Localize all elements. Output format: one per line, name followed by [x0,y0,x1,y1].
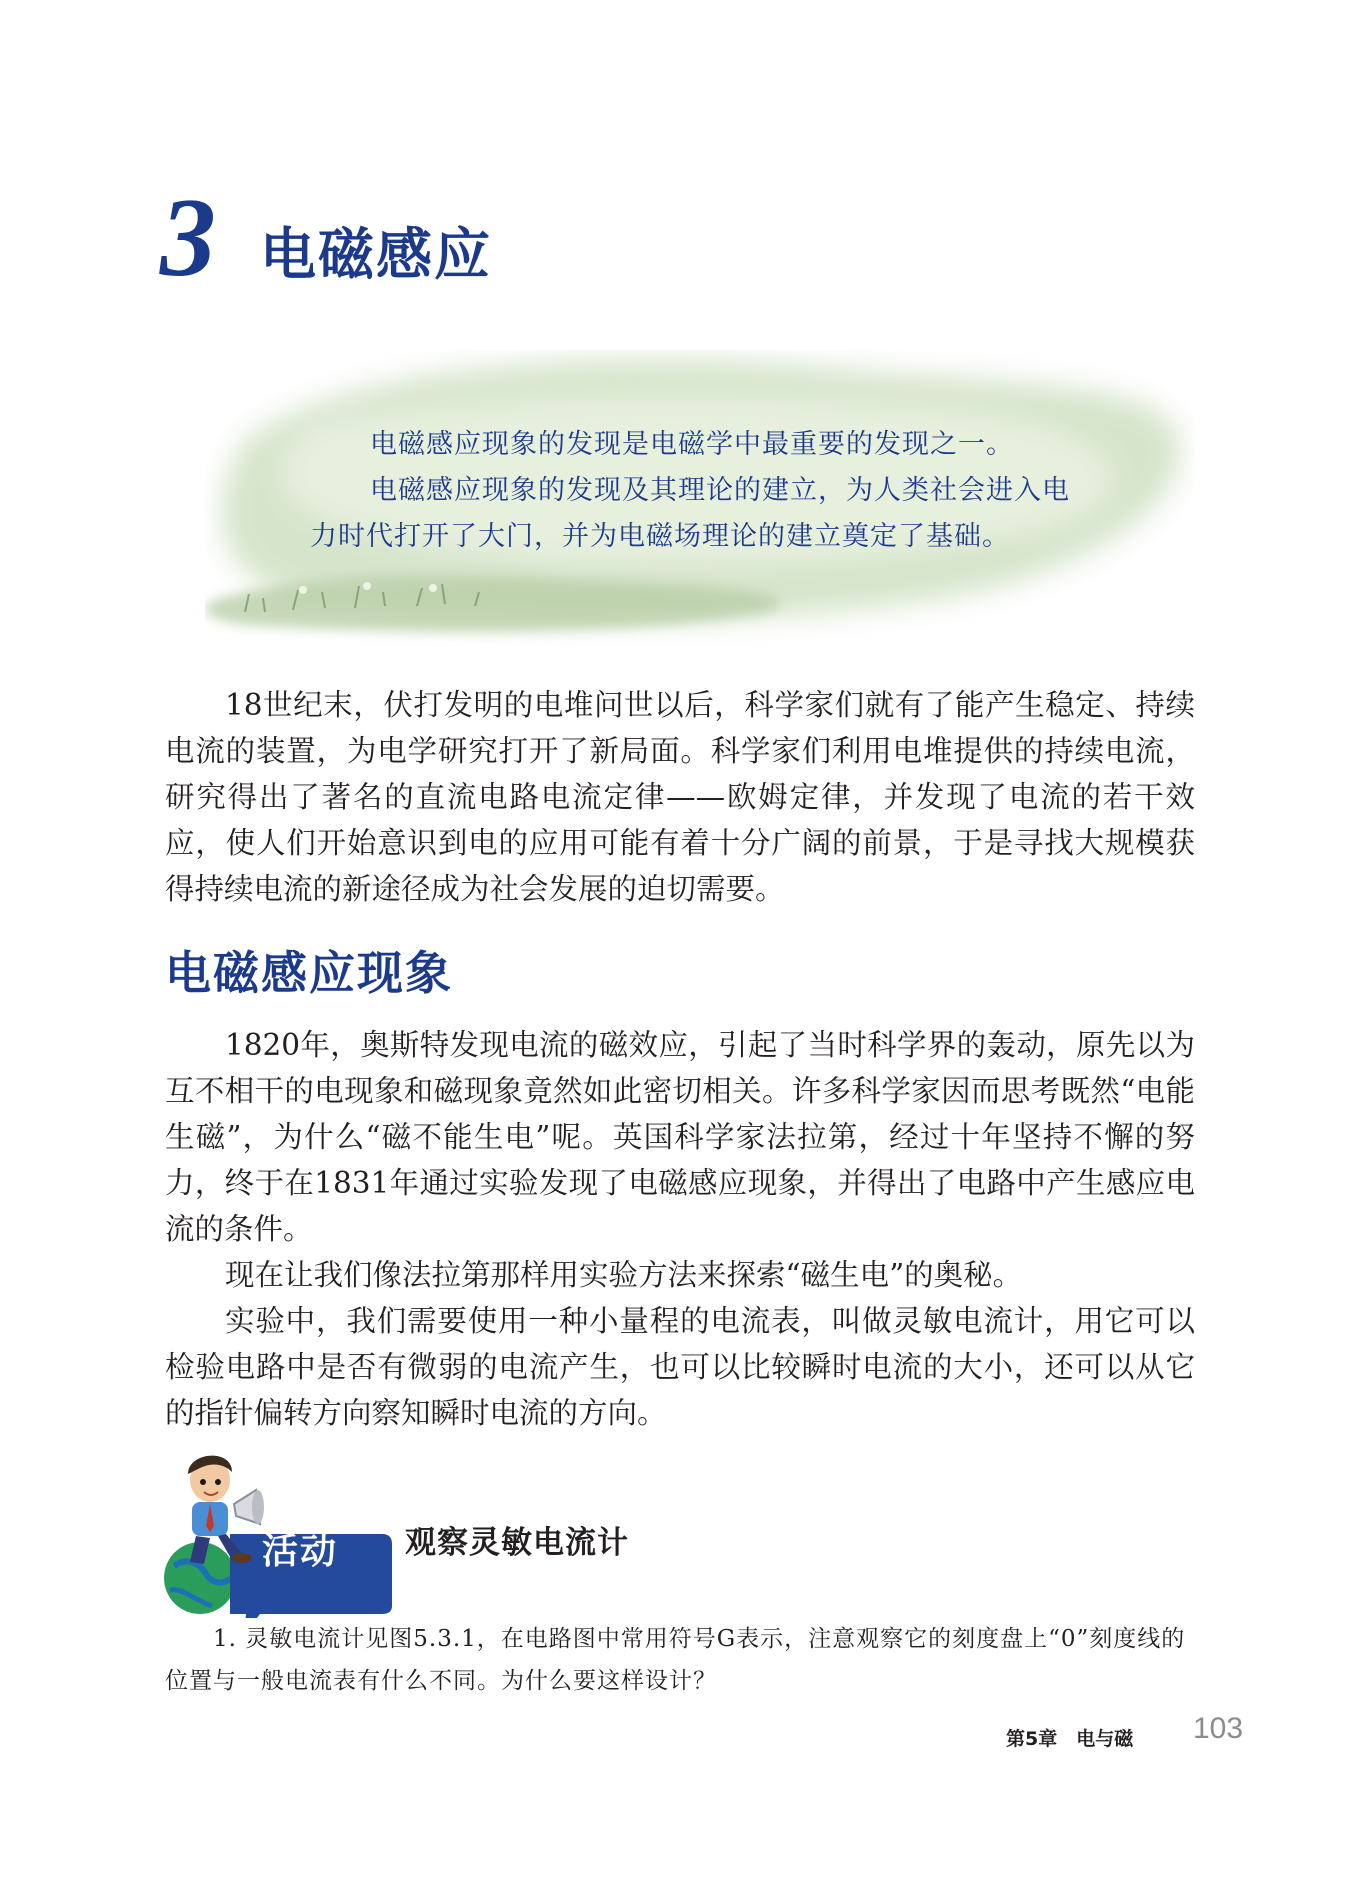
paragraph-text: 现在让我们像法拉第那样用实验方法来探索“磁生电”的奥秘。 [225,1258,1023,1292]
footer-chapter-label: 第5章 电与磁 [1006,1728,1134,1750]
paragraph-text: 18世纪末，伏打发明的电堆问世以后，科学家们就有了能产生稳定、持续电流的装置，为电学研究打开了新局面。科学家们利用电堆提供的持续电流，研究得出了著名的直流电路电流定律——欧姆定律，并发现了电流的若干效应，使人们开始意识到电的应用可能有着十分广阔的前景，于是寻找大规模获得持续电流的新途径成为社会发展的迫切需要。 [165,688,1195,906]
intro-line-1: 电磁感应现象的发现是电磁学中最重要的发现之一。 [370,429,1014,460]
body-paragraph-1 [165,682,1195,912]
subsection-body [165,1022,1195,1436]
page-number: 103 [1193,1712,1244,1745]
paragraph-text: 1820年，奥斯特发现电流的磁效应，引起了当时科学界的轰动，原先以为互不相干的电现象和磁现象竟然如此密切相关。许多科学家因而思考既然“电能生磁”，为什么“磁不能生电”呢。英国科学家法拉第，经过十年坚持不懈的努力，终于在1831年通过实验发现了电磁感应现象，并得出了电路中产生感应电流的条件。 [165,1028,1195,1246]
activity-question [165,1618,1195,1702]
section-title: 电磁感应 [260,223,492,288]
intro-line-2: 电磁感应现象的发现及其理论的建立，为人类社会进入电力时代打开了大门，并为电磁场理论的建立奠定了基础。 [310,475,1070,552]
section-number: 3 [160,176,216,300]
activity-item-1: 1. 灵敏电流计见图5.3.1，在电路图中常用符号G表示，注意观察它的刻度盘上“0”刻度线的位置与一般电流表有什么不同。为什么要这样设计？ [165,1626,1186,1694]
paragraph-text: 实验中，我们需要使用一种小量程的电流表，叫做灵敏电流计，用它可以检验电路中是否有微弱的电流产生，也可以比较瞬时电流的大小，还可以从它的指针偏转方向察知瞬时电流的方向。 [165,1304,1195,1430]
activity-badge-label: 活动 [262,1531,339,1572]
intro-text [310,422,1070,560]
subsection-heading: 电磁感应现象 [165,946,453,1000]
megaphone-icon [234,1490,264,1524]
activity-title: 观察灵敏电流计 [405,1525,629,1561]
